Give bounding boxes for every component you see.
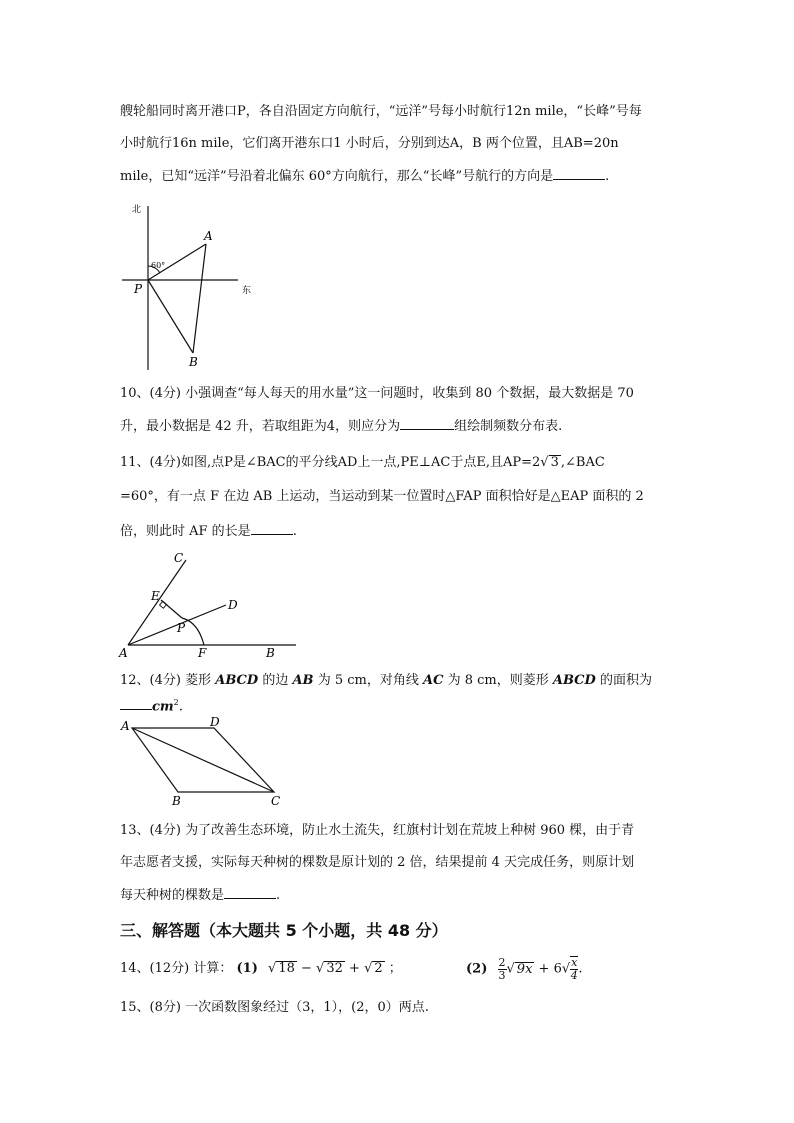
fraction-numerator: 2 xyxy=(498,955,506,969)
q10-line2 xyxy=(120,417,562,435)
answer-blank-q10[interactable] xyxy=(400,417,454,430)
point-C-label: C xyxy=(174,551,184,565)
point-D-label: D xyxy=(210,715,220,729)
sqrt-sign: √ xyxy=(268,961,277,976)
diagonal-AC xyxy=(132,728,274,792)
fraction-2-3 xyxy=(498,957,507,982)
q12-line1 xyxy=(120,673,652,689)
answer-blank-q11[interactable] xyxy=(251,522,293,535)
figure-q9-navigation xyxy=(118,198,268,374)
plus-sign: + xyxy=(349,961,360,976)
sqrt-sign: √ xyxy=(506,961,515,977)
answer-blank-q12[interactable] xyxy=(120,697,152,710)
q12-unit-exponent: 2 xyxy=(173,698,179,707)
period: . xyxy=(578,961,583,977)
q12-text-c: 为 5 cm，对角线 xyxy=(317,673,419,688)
q9-line1: 艘轮船同时离开港口P，各自沿固定方向航行，“远洋”号每小时航行12n mile，“长峰”号每 xyxy=(120,104,642,119)
q12-rhombus-name-2: ABCD xyxy=(552,673,596,688)
q11-line1-end: ,∠BAC xyxy=(560,455,605,470)
q12-line2 xyxy=(120,695,183,715)
point-A-label: A xyxy=(204,229,213,243)
sqrt-9x: 9x xyxy=(516,961,533,977)
sqrt-18: 18 xyxy=(278,961,295,976)
q11-line1-text: 11、(4分)如图,点P是∠BAC的平分线AD上一点,PE⊥AC于点E,且AP=2 xyxy=(120,455,541,470)
segment-AB xyxy=(193,244,206,353)
point-E-label: E xyxy=(151,589,160,603)
q13-period: . xyxy=(276,888,281,903)
q11-sqrt3: 3 xyxy=(550,455,559,470)
point-B-label: B xyxy=(189,355,198,369)
q11-line1 xyxy=(120,455,605,471)
q10-line2-text: 升，最小数据是 42 升，若取组距为4，则应分为 xyxy=(120,419,401,434)
q10-line2-end: 组绘制频数分布表. xyxy=(454,419,563,434)
north-label: 北 xyxy=(132,205,142,215)
semicolon: ； xyxy=(388,961,402,976)
q11-line3 xyxy=(120,522,297,540)
q12-side-ab: AB xyxy=(292,673,314,688)
point-P-label: P xyxy=(177,621,186,635)
angle-label: 60° xyxy=(151,261,166,270)
q9-period: . xyxy=(605,169,610,184)
q10-line1: 10、(4分) 小强调查“每人每天的用水量”这一问题时，收集到 80 个数据，最大数据是 70 xyxy=(120,386,634,401)
point-A-label: A xyxy=(119,646,128,660)
answer-blank-q9[interactable] xyxy=(553,167,605,180)
sqrt-sign: √ xyxy=(364,961,373,976)
q14-part1-label: (1) xyxy=(236,961,258,976)
q9-line3-text: mile，已知“远洋”号沿着北偏东 60°方向航行，那么“长峰”号航行的方向是 xyxy=(120,169,554,184)
q11-line3-text: 倍，则此时 AF 的长是 xyxy=(120,524,251,539)
sqrt-2: 2 xyxy=(374,961,383,976)
section-heading: 三、解答题（本大题共 5 个小题，共 48 分） xyxy=(120,921,448,940)
q12-text-a: 12、(4分) 菱形 xyxy=(120,673,212,688)
q11-period: . xyxy=(292,524,297,539)
point-B-label: B xyxy=(172,794,181,808)
answer-blank-q13[interactable] xyxy=(224,886,276,899)
point-A-label: A xyxy=(121,719,130,733)
figure-q12-rhombus xyxy=(118,714,292,810)
sqrt-sign: √ xyxy=(540,455,549,470)
q9-line3 xyxy=(120,167,609,185)
point-D-label: D xyxy=(228,598,238,612)
figure-q11-angle-bisector xyxy=(116,548,300,660)
q13-line1: 13、(4分) 为了改善生态环境，防止水土流失，红旗村计划在荒坡上种树 960 棵，由于青 xyxy=(120,823,635,838)
plus-six: + 6 xyxy=(538,961,562,977)
minus-sign: − xyxy=(301,961,312,976)
fraction-denominator: 3 xyxy=(498,968,506,982)
q14-part2-label: (2) xyxy=(466,961,488,977)
fraction-x: x xyxy=(571,956,578,969)
q12-rhombus-name: ABCD xyxy=(215,673,259,688)
point-B-label: B xyxy=(266,646,275,660)
q14-part2 xyxy=(466,956,583,982)
q15-line1: 15、(8分) 一次函数图象经过（3，1），(2，0）两点. xyxy=(120,1000,429,1015)
east-label: 东 xyxy=(242,286,252,296)
q12-text-d: 为 8 cm，则菱形 xyxy=(447,673,549,688)
point-F-label: F xyxy=(198,646,207,660)
point-P-label: P xyxy=(134,282,143,296)
q12-period: . xyxy=(178,699,183,715)
q11-line2: =60°，有一点 F 在边 AB 上运动，当运动到某一位置时△FAP 面积恰好是△EAP 面积的 2 xyxy=(120,489,644,504)
q12-text-e: 的面积为 xyxy=(599,673,652,688)
q13-line3 xyxy=(120,886,280,904)
sqrt-sign: √ xyxy=(316,961,325,976)
point-C-label: C xyxy=(271,794,281,808)
q13-line2: 年志愿者支援，实际每天种树的棵数是原计划的 2 倍，结果提前 4 天完成任务，则原计划 xyxy=(120,855,635,870)
q12-text-b: 的边 xyxy=(262,673,289,688)
q14-label: 14、(12分) 计算： xyxy=(120,961,233,976)
segment-PB xyxy=(148,280,193,353)
sqrt-sign: √ xyxy=(561,961,571,977)
q9-line2: 小时航行16n mile，它们离开港东口1 小时后，分别到达A，B 两个位置，且AB=20n xyxy=(120,136,619,151)
q14-line xyxy=(120,956,402,982)
q12-unit: cm xyxy=(152,699,174,715)
q12-diagonal-ac: AC xyxy=(422,673,444,688)
sqrt-32: 32 xyxy=(326,961,343,976)
fraction-4: 4 xyxy=(570,969,578,982)
q13-line3-text: 每天种树的棵数是 xyxy=(120,888,225,903)
